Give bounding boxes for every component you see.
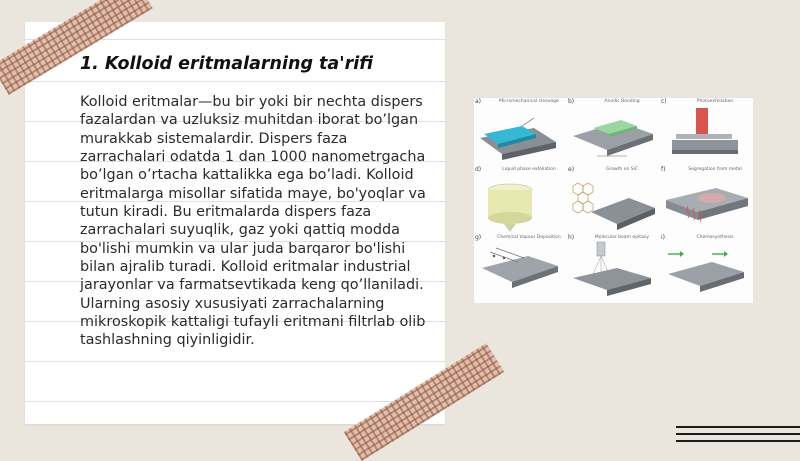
figure-panel-e bbox=[567, 166, 660, 234]
panel-caption: Liquid phase exfoliation bbox=[502, 167, 556, 172]
panel-caption: Growth on SiC bbox=[605, 167, 638, 172]
decorative-line bbox=[676, 440, 800, 442]
micromechanical-cleavage-illustration bbox=[474, 98, 567, 166]
cvd-illustration bbox=[474, 234, 567, 302]
segregation-illustration bbox=[660, 166, 753, 234]
figure-panel-a bbox=[474, 98, 567, 166]
slide-body-text: Kolloid eritmalar—bu bir yoki bir nechta dispers fazalardan va uzluksiz muhitdan iborat bo’lgan murakkab sistemalardir. Dispers faza zarrachalari odatda 1 dan 1000 nanometrgacha bo’lgan o’rtacha kattalikka ega bo’ladi. Kolloid eritmalarga misollar sifatida maye, bo'yoqlar va tutun kiradi. Bu eritmalarda dispers faza zarrachalari suyuqlik, gaz yoki qattiq modda bo'lishi mumkin va ular juda barqaror bo'lishi bilan ajralib turadi. Kolloid eritmalar industrial jarayonlar va farmatsevtikada keng qo’llaniladi. Ularning asosiy xususiyati zarrachalarning mikroskopik kattaligi tufayli eritmani filtrlab olib tashlashning qiyinligidir. bbox=[80, 94, 426, 349]
liquid-exfoliation-illustration bbox=[474, 166, 567, 234]
panel-label: d) bbox=[475, 166, 482, 173]
panel-label: a) bbox=[475, 98, 482, 105]
panel-label: h) bbox=[568, 234, 575, 241]
figure-panel-b bbox=[567, 98, 660, 166]
panel-caption: Chemosynthesis bbox=[696, 235, 734, 240]
panel-caption: Photoexfoliation bbox=[696, 99, 734, 104]
panel-caption: Molecular beam epitaxy bbox=[594, 235, 650, 240]
decorative-line bbox=[676, 426, 800, 428]
panel-caption: Micromechanical cleavage bbox=[499, 99, 559, 104]
panel-caption: Anodic Bonding bbox=[604, 99, 640, 104]
panel-label: b) bbox=[568, 98, 575, 105]
panel-caption: Chemical Vapour Deposition bbox=[497, 235, 561, 240]
figure-panel-g bbox=[474, 234, 567, 302]
figure-panel-i bbox=[660, 234, 753, 302]
slide-title: 1. Kolloid eritmalarning ta'rifi bbox=[80, 54, 373, 74]
figure-panel-c bbox=[660, 98, 753, 166]
figure-panel-f bbox=[660, 166, 753, 234]
photoexfoliation-illustration bbox=[660, 98, 753, 166]
synthesis-methods-figure bbox=[473, 97, 754, 304]
decorative-line bbox=[676, 433, 800, 435]
panel-caption: Segregation from metal bbox=[688, 167, 742, 172]
panel-label: g) bbox=[475, 234, 482, 241]
figure-panel-h bbox=[567, 234, 660, 302]
chemosynthesis-illustration bbox=[660, 234, 753, 302]
anodic-bonding-illustration bbox=[567, 98, 660, 166]
panel-label: e) bbox=[568, 166, 575, 173]
panel-label: c) bbox=[661, 98, 667, 105]
growth-on-sic-illustration bbox=[567, 166, 660, 234]
panel-label: f) bbox=[661, 166, 666, 173]
mbe-illustration bbox=[567, 234, 660, 302]
panel-label: i) bbox=[661, 234, 666, 241]
figure-panel-d bbox=[474, 166, 567, 234]
